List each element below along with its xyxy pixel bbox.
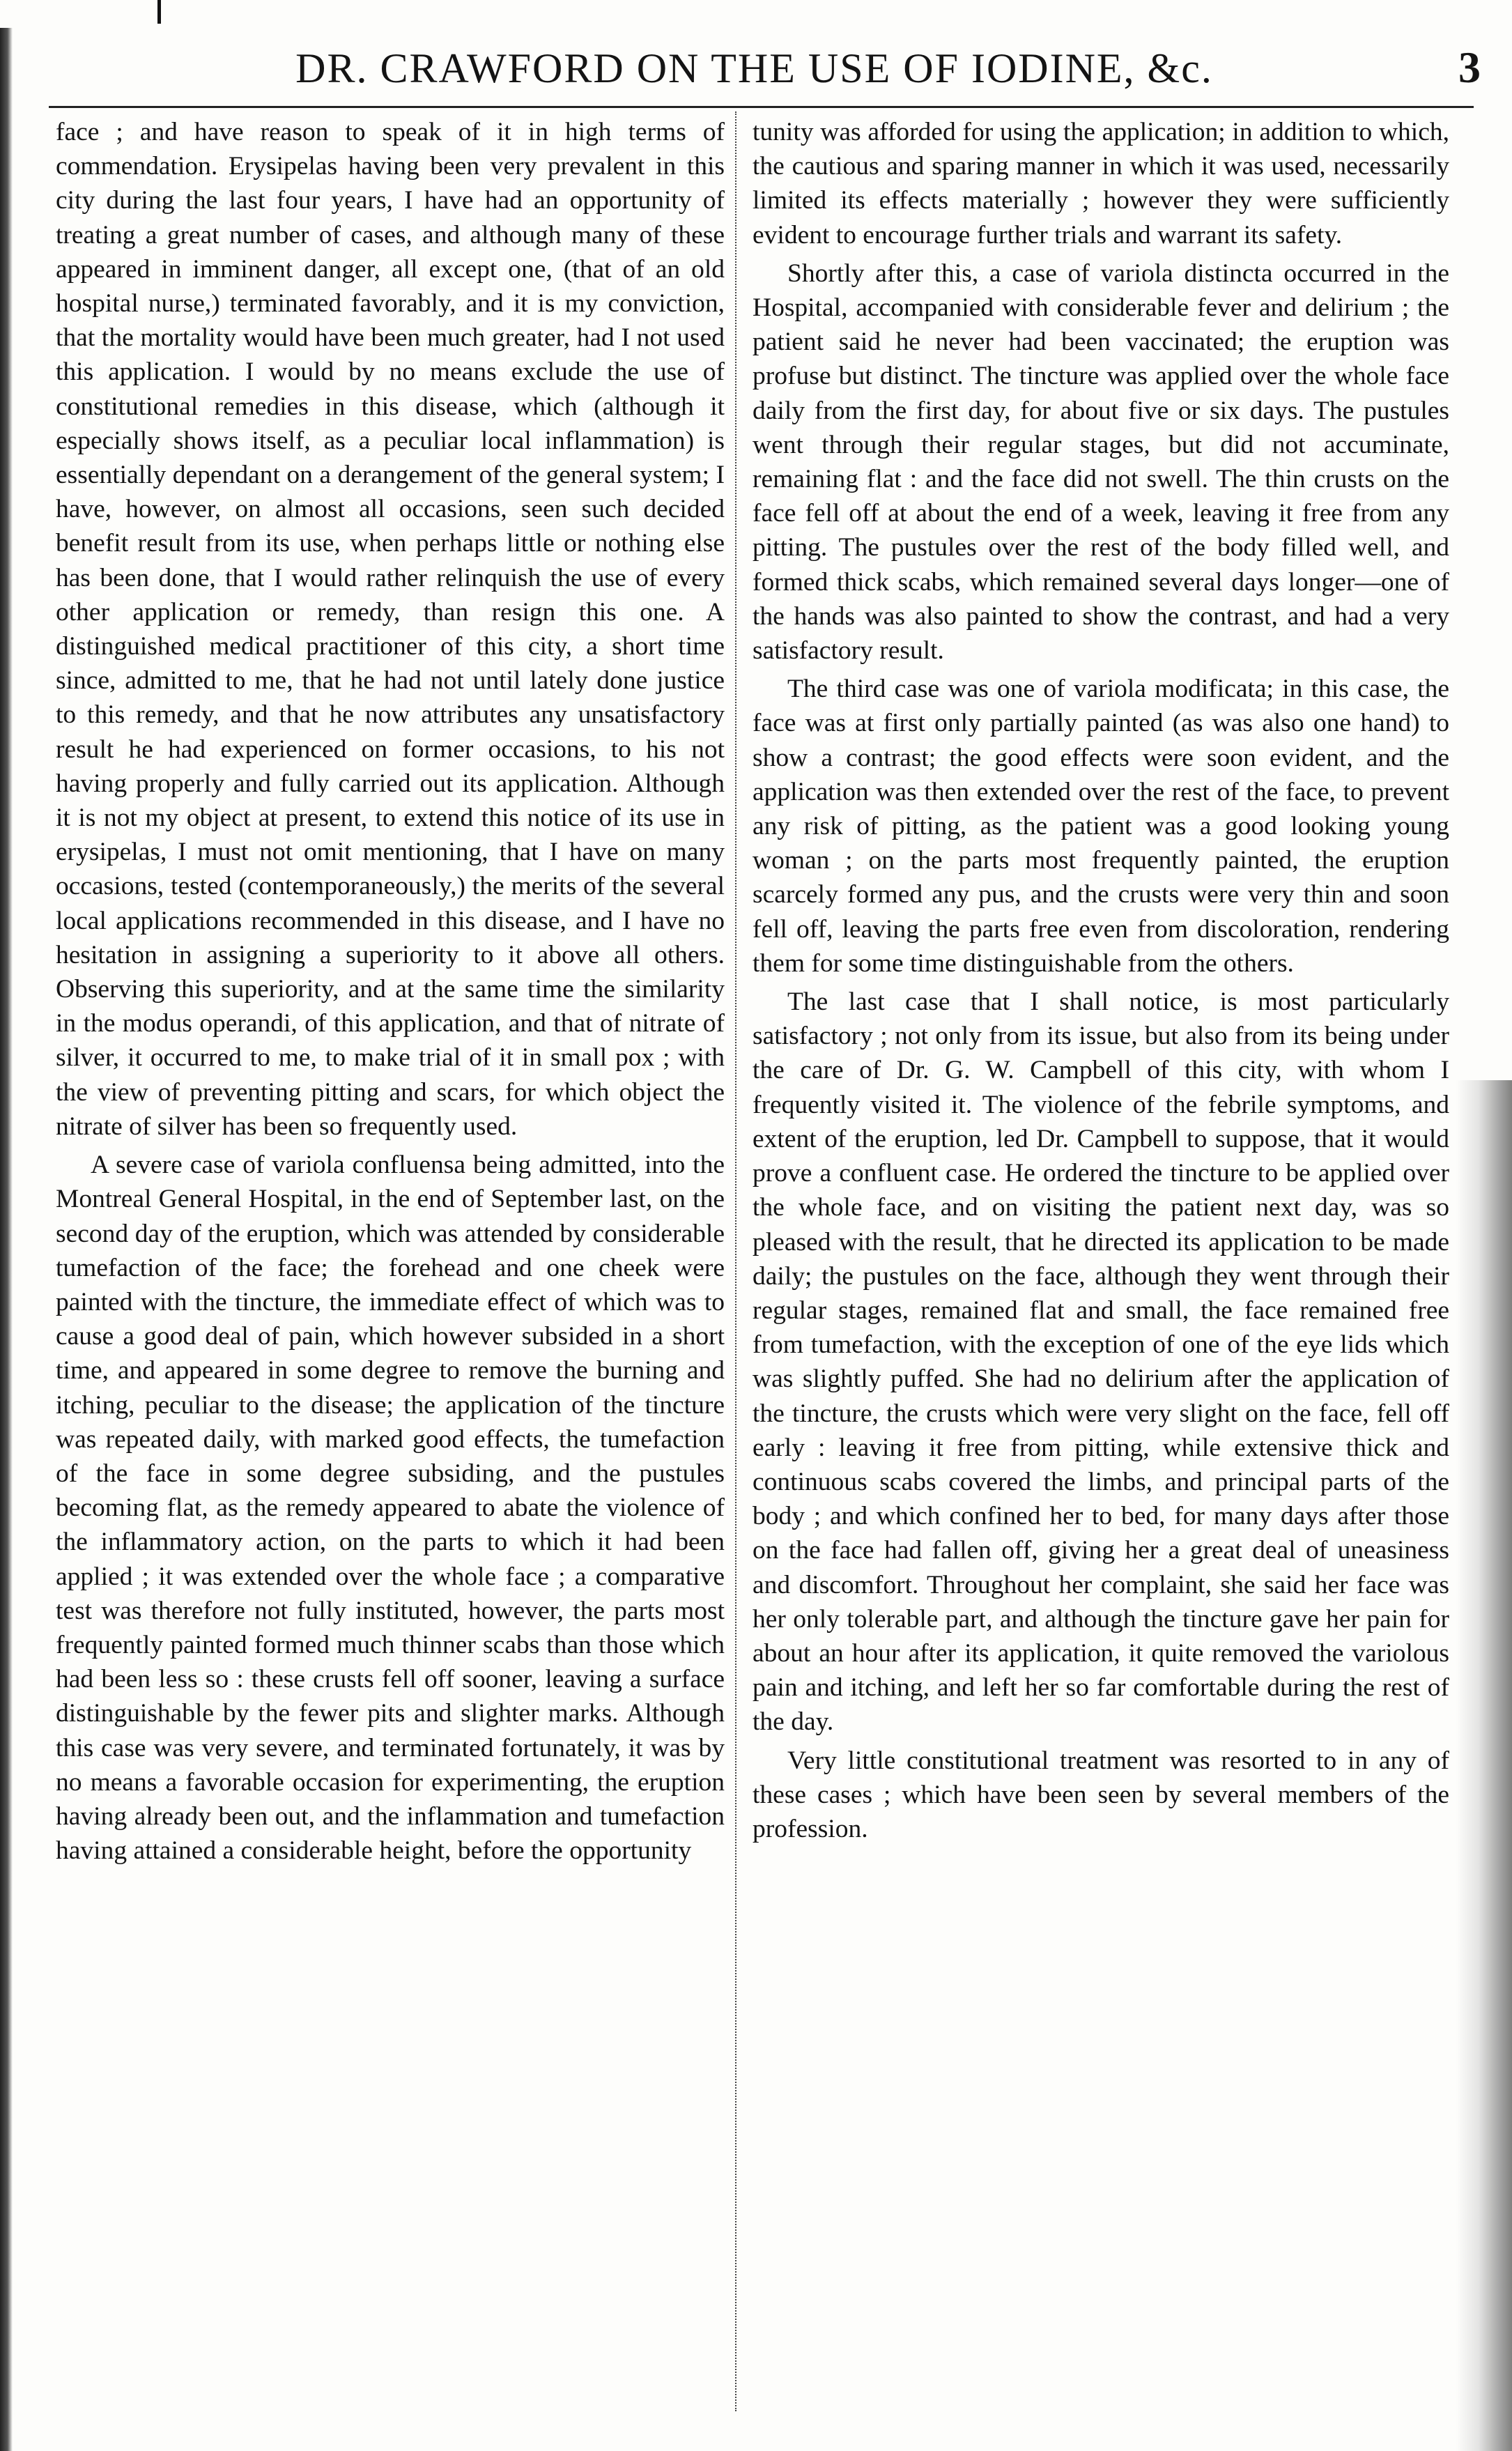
- paragraph: face ; and have reason to speak of it in high terms of commendation. Erysipelas having been very prevalent in this city during the last four years, I have had an opportunity of treating a great number of cases, and although many of these appeared in imminent danger, all except one, (that of an old hospital nurse,) terminated favorably, and it is my conviction, that the mortality would have been much greater, had I not used this application. I would by no means exclude the use of constitutional remedies in this disease, which (although it especially shows itself, as a peculiar local inflammation) is essentially dependant on a derangement of the general system; I have, however, on almost all occasions, seen such decided benefit result from its use, when perhaps little or nothing else has been done, that I would rather relinquish the use of every other application or remedy, than resign this one. A distinguished medical practitioner of this city, a short time since, admitted to me, that he had not until lately done justice to this remedy, and that he now attributes any unsatisfactory result he had experienced on former occasions, to his not having properly and fully carried out its application. Although it is not my object at present, to extend this notice of its use in erysipelas, I must not omit mentioning, that I have on many occasions, tested (contemporaneously,) the merits of the several local applications recommended in this disease, and I have no hesitation in assigning a superiority to it above all others. Observing this superiority, and at the same time the similarity in the modus operandi, of this application, and that of nitrate of silver, it occurred to me, to make trial of it in small pox ; with the view of preventing pitting and scars, for which object the nitrate of silver has been so frequently used.: [56, 118, 725, 1141]
- right-column: [753, 115, 1449, 1846]
- paragraph: The third case was one of variola modificata; in this case, the face was at first only partially painted (as was also one hand) to show a contrast; the good effects were soon evident, and the application was then extended over the rest of the face, to prevent any risk of pitting, as the patient was a good looking young woman ; on the parts most frequently painted, the eruption scarcely formed any pus, and the crusts were very thin and soon fell off, leaving the parts free even from discoloration, rendering them for some time distinguishable from the others.: [753, 675, 1449, 978]
- header-rule: [49, 106, 1474, 108]
- scan-mark: [157, 0, 161, 24]
- paragraph: tunity was afforded for using the application; in addition to which, the cautious and sparing manner in which it was used, necessarily limited its effects materially ; however they were sufficiently evident to encourage further trials and warrant its safety.: [753, 118, 1449, 249]
- header-title: DR. CRAWFORD ON THE USE OF IODINE, &c.: [295, 45, 1213, 91]
- column-divider: [735, 112, 736, 2411]
- paragraph: A severe case of variola confluensa being admitted, into the Montreal General Hospital, in the end of September last, on the second day of the eruption, which was attended by considerable tumefaction of the face; the forehead and one cheek were painted with the tincture, the immediate effect of which was to cause a good deal of pain, which however subsided in a short time, and appeared in some degree to remove the burning and itching, peculiar to the disease; the application of the tincture was repeated daily, with marked good effects, the tumefaction of the face in some degree subsiding, and the pustules becoming flat, as the remedy appeared to abate the violence of the inflammatory action, on the parts to which it had been applied ; it was extended over the whole face ; a comparative test was therefore not fully instituted, however, the parts most frequently painted formed much thinner scabs than those which had been less so : these crusts fell off sooner, leaving a surface distinguishable by the fewer pits and slighter marks. Although this case was very severe, and terminated fortunately, it was by no means a favorable occasion for experimenting, the eruption having already been out, and the inflammation and tumefaction having attained a considerable height, before the opportunity: [56, 1151, 725, 1866]
- paragraph: The last case that I shall notice, is most particularly satisfactory ; not only from its issue, but also from its being under the care of Dr. G. W. Campbell of this city, with whom I frequently visited it. The violence of the febrile symptoms, and extent of the eruption, led Dr. Campbell to suppose, that it would prove a confluent case. He ordered the tincture to be applied over the whole face, and on visiting the patient next day, was so pleased with the result, that he directed its application to be made daily; the pustules on the face, although they went through their regular stages, remained flat and small, the face remained free from tumefaction, with the exception of one of the eye lids which was slightly puffed. She had no delirium after the application of the tincture, the crusts which were very slight on the face, fell off early : leaving it free from pitting, while extensive thick and continuous scabs covered the limbs, and principal parts of the body ; and which confined her to bed, for many days after those on the face had fallen off, giving her a great deal of uneasiness and discomfort. Throughout her complaint, she said her face was her only tolerable part, and although the tincture gave her pain for about an hour after its application, it quite removed the variolous pain and itching, and left her so far comfortable during the rest of the day.: [753, 988, 1449, 1737]
- page-edge-shadow: [0, 28, 13, 2451]
- left-column: [56, 115, 725, 1868]
- paragraph: Very little constitutional treatment was resorted to in any of these cases ; which have been seen by several members of the profession.: [753, 1746, 1449, 1843]
- page-number: 3: [1458, 43, 1481, 92]
- paragraph: Shortly after this, a case of variola distincta occurred in the Hospital, accompanied with considerable fever and delirium ; the patient said he never had been vaccinated; the eruption was profuse but distinct. The tincture was applied over the whole face daily from the first day, for about five or six days. The pustules went through their regular stages, but did not accuminate, remaining flat : and the face did not swell. The thin crusts on the face fell off at about the end of a week, leaving it free from any pitting. The pustules over the rest of the body filled well, and formed thick scabs, which remained several days longer—one of the hands was also painted to show the contrast, and had a very satisfactory result.: [753, 259, 1449, 666]
- running-header: [28, 42, 1481, 98]
- page-edge-shadow-right: [1456, 1080, 1512, 2451]
